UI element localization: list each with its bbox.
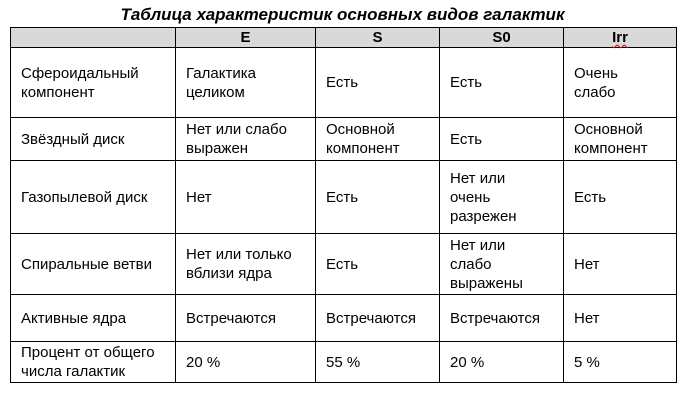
page-title: Таблица характеристик основных видов галактик bbox=[120, 5, 565, 24]
table-cell: Встречаются bbox=[316, 295, 440, 342]
table-row bbox=[11, 118, 677, 161]
table-cell: Нет bbox=[564, 295, 677, 342]
table-cell: Нет или слабо выражены bbox=[440, 234, 564, 295]
table-row bbox=[11, 342, 677, 383]
table-header-row bbox=[11, 28, 677, 48]
table-cell: Нет или только вблизи ядра bbox=[176, 234, 316, 295]
table-cell: 20 % bbox=[440, 342, 564, 383]
row-label: Активные ядра bbox=[11, 295, 176, 342]
table-cell: Нет или слабо выражен bbox=[176, 118, 316, 161]
row-label: Звёздный диск bbox=[11, 118, 176, 161]
table-cell: Очень слабо bbox=[564, 48, 677, 118]
table-cell: Встречаются bbox=[440, 295, 564, 342]
table-cell: Основной компонент bbox=[564, 118, 677, 161]
table-cell: 55 % bbox=[316, 342, 440, 383]
header-irr-label: Irr bbox=[612, 29, 628, 46]
table-cell: Есть bbox=[316, 234, 440, 295]
table-cell: Галактика целиком bbox=[176, 48, 316, 118]
row-label: Процент от общего числа галактик bbox=[11, 342, 176, 383]
table-row bbox=[11, 161, 677, 234]
galaxy-characteristics-table bbox=[10, 27, 677, 383]
table-cell: Есть bbox=[564, 161, 677, 234]
row-label: Газопылевой диск bbox=[11, 161, 176, 234]
table-cell: Есть bbox=[316, 48, 440, 118]
table-cell: Нет или очень разрежен bbox=[440, 161, 564, 234]
table-cell: Есть bbox=[440, 48, 564, 118]
header-s0: S0 bbox=[440, 28, 564, 48]
table-row bbox=[11, 234, 677, 295]
table-cell: Нет bbox=[176, 161, 316, 234]
header-e: E bbox=[176, 28, 316, 48]
table-row bbox=[11, 295, 677, 342]
table-cell: Есть bbox=[440, 118, 564, 161]
header-empty-cell bbox=[11, 28, 176, 48]
table-cell: Есть bbox=[316, 161, 440, 234]
row-label: Сфероидальный компонент bbox=[11, 48, 176, 118]
table-row bbox=[11, 48, 677, 118]
header-irr bbox=[564, 28, 677, 48]
header-s: S bbox=[316, 28, 440, 48]
row-label: Спиральные ветви bbox=[11, 234, 176, 295]
table-cell: Основной компонент bbox=[316, 118, 440, 161]
table-cell: Нет bbox=[564, 234, 677, 295]
table-cell: Встречаются bbox=[176, 295, 316, 342]
table-cell: 5 % bbox=[564, 342, 677, 383]
table-cell: 20 % bbox=[176, 342, 316, 383]
